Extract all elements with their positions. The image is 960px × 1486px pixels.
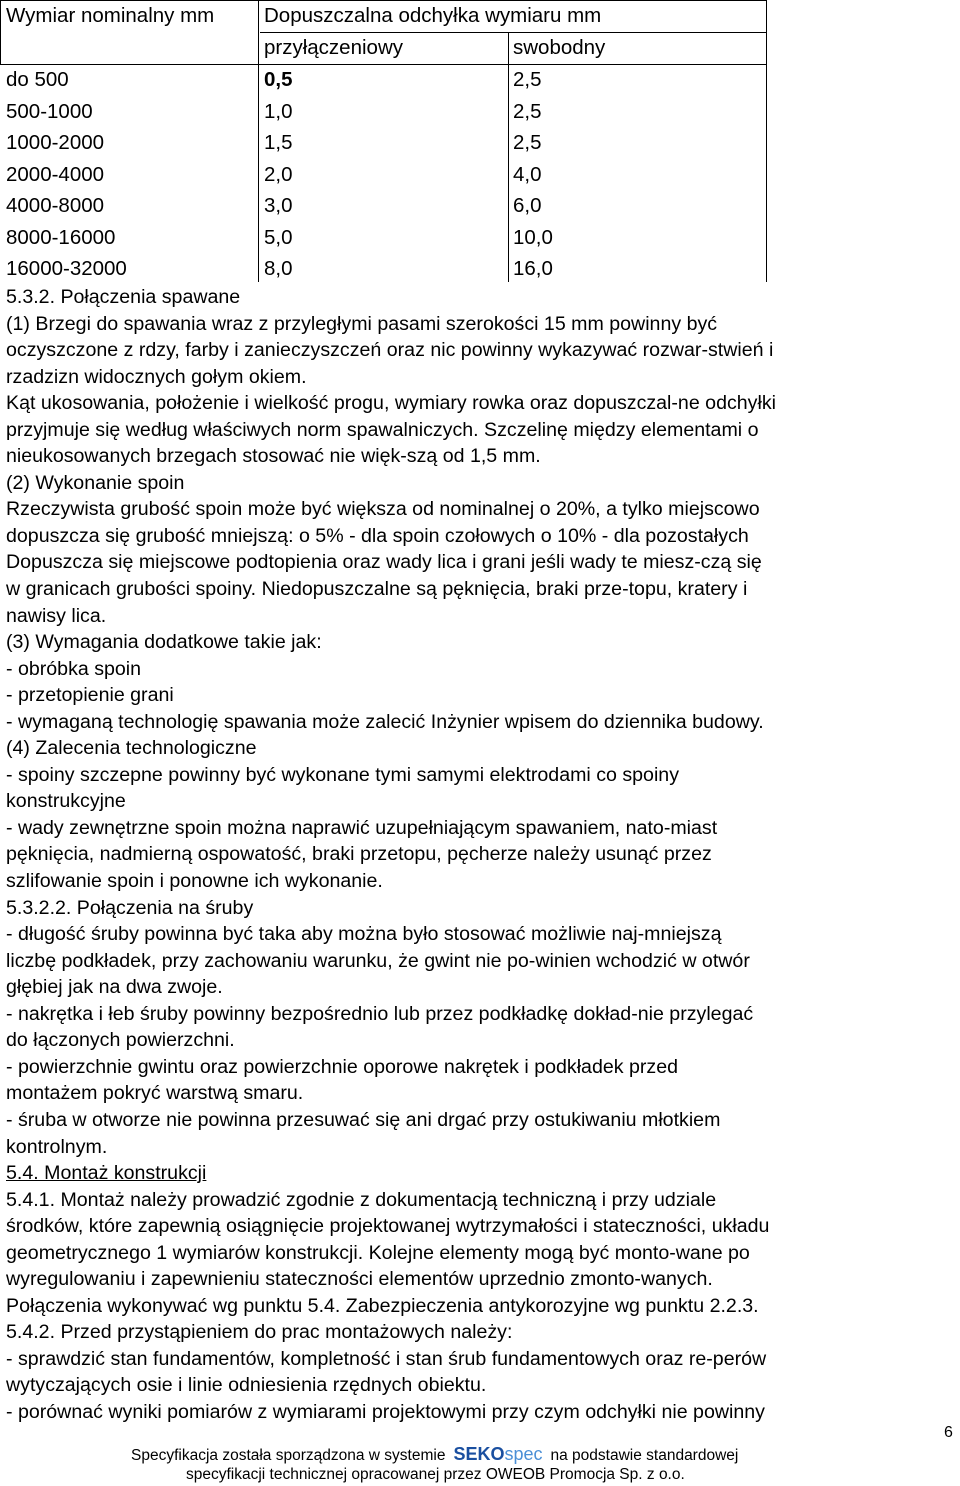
paragraph-line: nieukosowanych brzegach stosować nie więk-szą od 1,5 mm. bbox=[6, 445, 541, 468]
table-cell-free: 2,5 bbox=[513, 131, 542, 154]
list-item: - przetopienie grani bbox=[6, 684, 174, 707]
paragraph-line: do łączonych powierzchni. bbox=[6, 1029, 235, 1052]
paragraph-line: (3) Wymagania dodatkowe takie jak: bbox=[6, 631, 322, 654]
table-cell-range: 16000-32000 bbox=[6, 257, 127, 280]
table-top-border bbox=[0, 0, 767, 1]
table-cell-connection: 1,5 bbox=[264, 131, 293, 154]
table-cell-free: 2,5 bbox=[513, 68, 542, 91]
list-item: - wady zewnętrzne spoin można naprawić uzupełniającym spawaniem, nato-miast bbox=[6, 816, 718, 839]
sekospec-logo: SEKOspec bbox=[453, 1444, 543, 1464]
table-cell-connection: 8,0 bbox=[264, 257, 293, 280]
paragraph-line: nawisy lica. bbox=[6, 604, 107, 627]
paragraph-line: przyjmuje się według właściwych norm spawalniczych. Szczelinę między elementami o bbox=[6, 418, 759, 441]
paragraph-line: dopuszcza się grubość mniejszą: o 5% - dla spoin czołowych o 10% - dla pozostałych bbox=[6, 524, 749, 547]
table-cell-connection: 3,0 bbox=[264, 194, 293, 217]
table-cell-range: 1000-2000 bbox=[6, 131, 105, 154]
table-cell-free: 4,0 bbox=[513, 162, 542, 186]
list-item: - nakrętka i łeb śruby powinny bezpośrednio lub przez podkładkę dokład-nie przylegać bbox=[6, 1002, 754, 1025]
header-nominal-dimension: Wymiar nominalny mm bbox=[6, 4, 215, 27]
paragraph-line: 5.4.2. Przed przystąpieniem do prac montażowych należy: bbox=[6, 1321, 513, 1344]
page-number: 6 bbox=[944, 1424, 953, 1441]
table-subheader-divider bbox=[0, 64, 767, 65]
paragraph-line: (1) Brzegi do spawania wraz z przyległymi pasami szerokości 15 mm powinny być bbox=[6, 312, 718, 335]
list-item: - sprawdzić stan fundamentów, kompletność i stan śrub fundamentowych oraz re-perów bbox=[6, 1347, 767, 1370]
paragraph-line: oczyszczone z rdzy, farby i zanieczyszczeń oraz nic powinny wykazywać rozwar-stwień i bbox=[6, 339, 774, 362]
paragraph-line: geometrycznego 1 wymiarów konstrukcji. Kolejne elementy mogą być monto-wane po bbox=[6, 1241, 750, 1264]
document-body bbox=[6, 284, 946, 1426]
list-item: - porównać wyniki pomiarów z wymiarami projektowymi przy czym odchyłki nie powinny bbox=[6, 1400, 765, 1423]
tolerance-table bbox=[0, 0, 767, 282]
section-heading-underlined: 5.4. Montaż konstrukcji bbox=[6, 1162, 207, 1185]
table-cell-connection: 2,0 bbox=[264, 162, 293, 186]
table-cell-range: 500-1000 bbox=[6, 99, 93, 123]
paragraph-line: Połączenia wykonywać wg punktu 5.4. Zabezpieczenia antykorozyjne wg punktu 2.2.3. bbox=[6, 1294, 759, 1317]
paragraph-line: rzadzizn widocznych gołym okiem. bbox=[6, 365, 307, 388]
table-cell-connection: 1,0 bbox=[264, 99, 293, 123]
paragraph-line: montażem pokryć warstwą smaru. bbox=[6, 1082, 304, 1105]
section-heading: 5.3.2.2. Połączenia na śruby bbox=[6, 896, 254, 919]
paragraph-line: Kąt ukosowania, położenie i wielkość progu, wymiary rowka oraz dopuszczal-ne odchyłki bbox=[6, 392, 776, 415]
paragraph-line: Rzeczywista grubość spoin może być większa od nominalnej o 20%, a tylko miejscowo bbox=[6, 498, 760, 521]
paragraph-line: (2) Wykonanie spoin bbox=[6, 471, 185, 494]
footer-line-2: specyfikacji technicznej opracowanej przez OWEOB Promocja Sp. z o.o. bbox=[186, 1466, 685, 1483]
subheader-connection: przyłączeniowy bbox=[264, 36, 403, 59]
list-item: - wymaganą technologię spawania może zalecić Inżynier wpisem do dziennika budowy. bbox=[6, 710, 764, 733]
subheader-free: swobodny bbox=[513, 36, 606, 59]
table-cell-range: 2000-4000 bbox=[6, 162, 105, 186]
footer-text-post: na podstawie standardowej bbox=[550, 1447, 739, 1464]
header-allowed-deviation: Dopuszczalna odchyłka wymiaru mm bbox=[264, 4, 602, 27]
table-col-divider-2 bbox=[508, 32, 509, 282]
paragraph-line: konstrukcyjne bbox=[6, 790, 126, 813]
paragraph-line: 5.4.1. Montaż należy prowadzić zgodnie z dokumentacją techniczną i przy udziale bbox=[6, 1188, 717, 1211]
footer-line-1 bbox=[131, 1444, 738, 1466]
paragraph-line: środków, które zapewnią osiągnięcie projektowanej wytrzymałości i stateczności, układu bbox=[6, 1215, 770, 1238]
table-cell-connection: 0,5 bbox=[264, 68, 293, 91]
table-col-divider-1 bbox=[258, 0, 259, 282]
table-cell-free: 16,0 bbox=[513, 257, 553, 280]
paragraph-line: kontrolnym. bbox=[6, 1135, 108, 1158]
table-cell-free: 10,0 bbox=[513, 225, 553, 249]
table-cell-connection: 5,0 bbox=[264, 225, 293, 249]
table-cell-free: 6,0 bbox=[513, 194, 542, 217]
paragraph-line: pęknięcia, nadmierną ospowatość, braki przetopu, pęcherze należy usunąć przez bbox=[6, 843, 712, 866]
paragraph-line: liczbę podkładek, przy zachowaniu warunku, że gwint nie po-winien wchodzić w otwór bbox=[6, 949, 750, 972]
paragraph-line: wyregulowaniu i zapewnieniu stateczności elementów uprzednio zmonto-wanych. bbox=[6, 1268, 713, 1291]
table-header-divider bbox=[260, 32, 767, 33]
section-heading: 5.3.2. Połączenia spawane bbox=[6, 286, 241, 308]
list-item: - długość śruby powinna być taka aby można było stosować możliwie naj-mniejszą bbox=[6, 923, 722, 946]
list-item: - śruba w otworze nie powinna przesuwać się ani drgać przy ostukiwaniu młotkiem bbox=[6, 1108, 721, 1131]
list-item: - obróbka spoin bbox=[6, 657, 142, 680]
footer-text-pre: Specyfikacja została sporządzona w systemie bbox=[131, 1447, 446, 1464]
table-cell-range: do 500 bbox=[6, 68, 69, 91]
list-item: - powierzchnie gwintu oraz powierzchnie oporowe nakrętek i podkładek przed bbox=[6, 1055, 678, 1078]
page-footer bbox=[0, 1444, 960, 1486]
table-cell-range: 4000-8000 bbox=[6, 194, 105, 217]
paragraph-line: wytyczających osie i linie odniesienia rzędnych obiektu. bbox=[6, 1374, 487, 1397]
table-cell-range: 8000-16000 bbox=[6, 225, 116, 249]
paragraph-line: w granicach grubości spoiny. Niedopuszczalne są pęknięcia, braki prze-topu, kratery i bbox=[6, 578, 748, 601]
paragraph-line: głębiej jak na dwa zwoje. bbox=[6, 976, 223, 999]
table-left-border bbox=[0, 0, 1, 65]
table-cell-free: 2,5 bbox=[513, 99, 542, 123]
table-right-border bbox=[766, 0, 767, 282]
paragraph-line: Dopuszcza się miejscowe podtopienia oraz wady lica i grani jeśli wady te miesz-czą się bbox=[6, 551, 762, 574]
paragraph-line: (4) Zalecenia technologiczne bbox=[6, 737, 257, 760]
list-item: - spoiny szczepne powinny być wykonane tymi samymi elektrodami co spoiny bbox=[6, 763, 679, 786]
paragraph-line: szlifowanie spoin i ponowne ich wykonanie. bbox=[6, 870, 383, 893]
